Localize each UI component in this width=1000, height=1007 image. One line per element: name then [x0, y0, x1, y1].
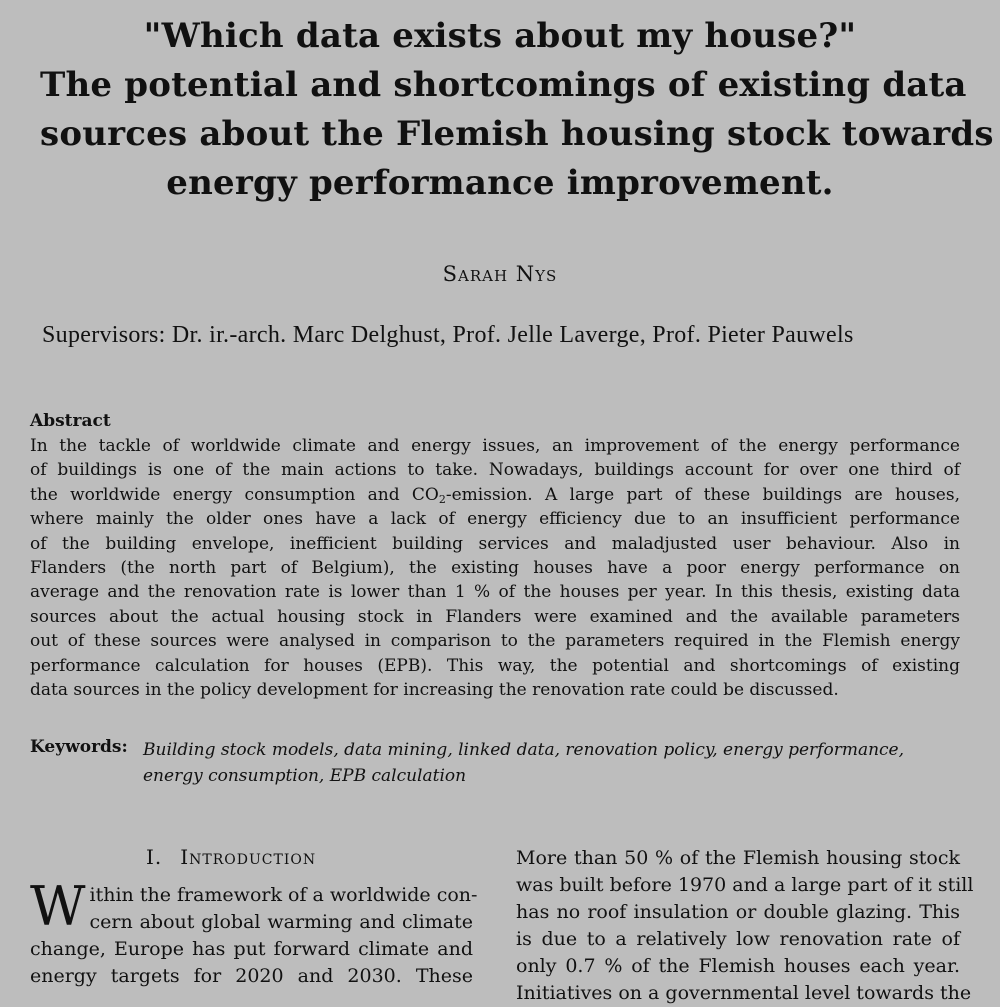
abstract-line: of the building envelope, inefficient building services and maladjusted user behaviour. Also in	[30, 533, 960, 554]
abstract-line: data sources in the policy development for increasing the renovation rate could be discussed.	[30, 680, 839, 701]
body-line: change, Europe has put forward climate and	[30, 938, 473, 960]
keywords-line: Building stock models, data mining, linked data, renovation policy, energy performance,	[143, 740, 905, 760]
section-number: I.	[146, 845, 163, 869]
left-column-text	[30, 875, 478, 990]
abstract-line: of buildings is one of the main actions to take. Nowadays, buildings account for over one third of	[30, 460, 960, 481]
abstract-heading: Abstract	[30, 411, 111, 431]
keywords-list	[143, 737, 904, 789]
section-title: Introduction	[180, 845, 317, 869]
body-line: cern about global warming and climate	[89, 911, 473, 933]
body-line: Initiatives on a governmental level towards the	[516, 982, 972, 1004]
right-column-text	[516, 845, 974, 1007]
body-line: is due to a relatively low renovation rate of	[516, 928, 960, 950]
abstract-line: Flanders (the north part of Belgium), the existing houses have a poor energy performance on	[30, 558, 960, 579]
drop-cap: W	[30, 875, 86, 938]
title-line: "Which data exists about my house?"	[143, 16, 857, 56]
author-name: Sarah Nys	[442, 262, 558, 286]
supervisors-line: Supervisors: Dr. ir.-arch. Marc Delghust, Prof. Jelle Laverge, Prof. Pieter Pauwels	[42, 322, 854, 348]
abstract-body	[30, 434, 960, 702]
body-line: energy targets for 2020 and 2030. These	[30, 965, 473, 987]
abstract-line: where mainly the older ones have a lack of energy efficiency due to an insufficient performance	[30, 509, 960, 530]
paper-title	[40, 12, 994, 208]
title-line: The potential and shortcomings of existing data	[40, 65, 967, 105]
keywords-label: Keywords:	[30, 737, 128, 757]
body-line: ithin the framework of a worldwide con-	[89, 884, 478, 906]
abstract-line-head: the worldwide energy consumption and CO	[30, 484, 439, 505]
body-line: has no roof insulation or double glazing. This	[516, 901, 960, 923]
abstract-line: average and the renovation rate is lower than 1 % of the houses per year. In this thesis, existing data	[30, 582, 960, 603]
abstract-line: sources about the actual housing stock in Flanders were examined and the available parameters	[30, 606, 960, 627]
body-line: was built before 1970 and a large part of it still	[516, 874, 974, 896]
co2-subscript: 2	[438, 492, 446, 506]
body-line: More than 50 % of the Flemish housing stock	[516, 847, 960, 869]
body-line: only 0.7 % of the Flemish houses each year.	[516, 955, 960, 977]
section-heading	[146, 845, 316, 869]
abstract-line: performance calculation for houses (EPB). This way, the potential and shortcomings of existing	[30, 655, 960, 676]
abstract-line-tail: -emission. A large part of these buildings are houses,	[445, 484, 961, 505]
title-line: energy performance improvement.	[166, 163, 834, 203]
title-line: sources about the Flemish housing stock towards	[40, 114, 994, 154]
keywords-line: energy consumption, EPB calculation	[143, 766, 467, 786]
abstract-line: out of these sources were analysed in comparison to the parameters required in the Flemish energy	[30, 631, 960, 652]
abstract-line: In the tackle of worldwide climate and energy issues, an improvement of the energy performance	[30, 436, 960, 456]
abstract-line	[30, 483, 960, 507]
